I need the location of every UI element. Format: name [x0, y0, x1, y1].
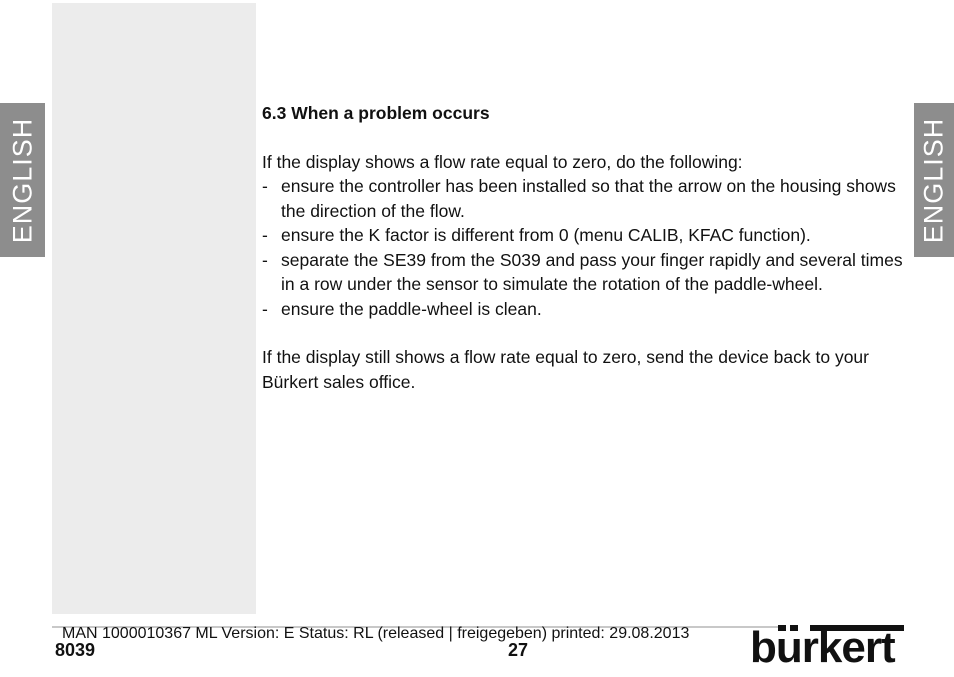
section-heading: 6.3 When a problem occurs — [262, 103, 490, 123]
step-text: ensure the K factor is different from 0 (menu CALIB, KFAC function). — [281, 225, 811, 245]
language-tab-left — [0, 103, 45, 257]
list-item: - separate the SE39 from the S039 and pass your finger rapidly and several times in a row under the sensor to simulate the rotation of the paddle-wheel. — [262, 249, 903, 294]
list-item: - ensure the paddle-wheel is clean. — [262, 298, 542, 319]
steps-list — [262, 174, 907, 321]
step-text: separate the SE39 from the S039 and pass your finger rapidly and several times in a row under the sensor to simulate the rotation of the paddle-wheel. — [281, 249, 903, 294]
margin-column — [52, 3, 256, 614]
logo-wordmark: burkert — [750, 623, 895, 672]
section-content — [262, 101, 907, 394]
language-tab-right — [914, 103, 954, 257]
list-item: - ensure the K factor is different from 0 (menu CALIB, KFAC function). — [262, 225, 811, 245]
language-tab-right-label: ENGLISH — [918, 117, 949, 243]
closing-text: If the display still shows a flow rate equal to zero, send the device back to your Bürkert sales office. — [262, 347, 869, 392]
step-text: ensure the paddle-wheel is clean. — [281, 298, 542, 319]
document-meta: MAN 1000010367 ML Version: E Status: RL (released | freigegeben) printed: 29.08.2013 — [62, 625, 690, 642]
list-item: - ensure the controller has been installed so that the arrow on the housing shows the direction of the flow. — [262, 176, 896, 221]
intro-text: If the display shows a flow rate equal to zero, do the following: — [262, 151, 743, 172]
step-text: ensure the controller has been installed so that the arrow on the housing shows the direction of the flow. — [281, 176, 896, 221]
language-tab-left-label: ENGLISH — [7, 117, 38, 243]
burkert-logo — [750, 622, 904, 672]
model-number: 8039 — [55, 640, 96, 660]
page-number: 27 — [508, 640, 529, 660]
